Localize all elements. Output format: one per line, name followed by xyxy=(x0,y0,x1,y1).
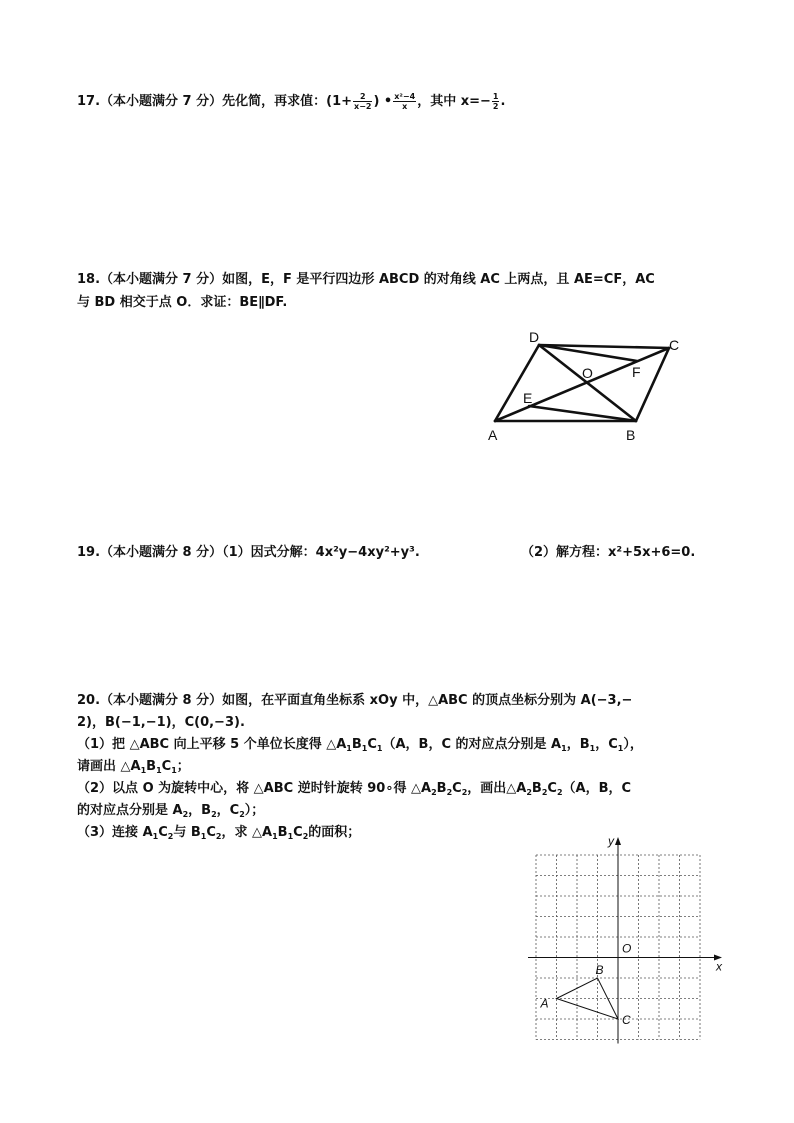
label-a: A xyxy=(488,427,498,443)
sub-1: 1 xyxy=(171,766,177,775)
sub-1: 1 xyxy=(376,744,383,753)
q20-l3-text-c: C xyxy=(367,737,377,752)
q20-l7-text-e: ，求 △A xyxy=(221,825,273,840)
q20-l3-text-d: （A，B，C 的对应点分别是 A xyxy=(382,737,562,752)
sub-1: 1 xyxy=(152,832,159,841)
q20-l7-text-b: C xyxy=(158,825,168,840)
label-e: E xyxy=(523,390,533,406)
q17-number: 17. xyxy=(77,94,101,109)
q20-l6-text-d: ）； xyxy=(244,803,265,818)
sub-2: 2 xyxy=(182,810,189,819)
q20-l3-text-b: B xyxy=(351,737,362,752)
y-axis-arrow-icon xyxy=(615,837,621,845)
q20-l6-text-c: ，C xyxy=(216,803,240,818)
q20-l5-text-d: ，画出△A xyxy=(467,781,527,796)
q19-part-1: 19.（本小题满分 8 分）（1）因式分解：4x²y−4xy²+y³. xyxy=(77,545,420,560)
q20-line-2: 2)，B(−1,−1)，C(0,−3). xyxy=(77,715,245,730)
parallelogram-figure xyxy=(480,328,690,446)
q20-l6-text-a: 的对应点分别是 A xyxy=(77,803,183,818)
q20-l6-text-b: ，B xyxy=(188,803,212,818)
q20-l4-text-a: 请画出 △A xyxy=(77,759,141,774)
q20-line-6 xyxy=(77,799,264,819)
q17-expr-mid: ) • xyxy=(373,94,393,109)
q20-l5-text-b: B xyxy=(436,781,447,796)
label-o: O xyxy=(582,365,593,381)
label-d: D xyxy=(529,329,540,345)
sub-1: 1 xyxy=(272,832,278,841)
label-c: C xyxy=(669,337,680,353)
q20-l5-text-f: C xyxy=(547,781,557,796)
sub-2: 2 xyxy=(526,788,532,797)
q20-l4-text-c: C xyxy=(161,759,172,774)
side-ad xyxy=(495,345,539,421)
sub-1: 1 xyxy=(361,744,368,753)
q20-l7-text-f: B xyxy=(277,825,288,840)
q20-l5-text-a: （2）以点 O 为旋转中心，将 △ABC 逆时针旋转 90∘得 △A xyxy=(77,781,432,796)
sub-2: 2 xyxy=(461,788,468,797)
sub-1: 1 xyxy=(561,744,567,753)
q20-line-4 xyxy=(77,755,190,775)
q17-line xyxy=(77,90,505,111)
q20-l7-text-a: （3）连接 A xyxy=(77,825,153,840)
sub-2: 2 xyxy=(302,832,309,841)
sub-2: 2 xyxy=(446,788,453,797)
q20-l3-text-f: ，C xyxy=(595,737,618,752)
sub-2: 2 xyxy=(431,788,437,797)
label-f: F xyxy=(632,364,641,380)
q20-l5-text-c: C xyxy=(452,781,462,796)
q20-l3-text-g: ）， xyxy=(623,737,643,752)
sub-2: 2 xyxy=(211,810,217,819)
q17-frac2-numerator: x²−4 xyxy=(394,92,416,101)
point-b-label: B xyxy=(595,963,604,977)
sub-1: 1 xyxy=(140,766,147,775)
q20-l3-text-a: （1）把 △ABC 向上平移 5 个单位长度得 △A xyxy=(77,737,347,752)
sub-2: 2 xyxy=(239,810,245,819)
sub-2: 2 xyxy=(215,832,222,841)
x-axis-label: x xyxy=(716,959,722,974)
diagonal-ac xyxy=(495,348,669,421)
q17-frac2-denominator: x xyxy=(402,102,408,111)
q17-frac1-numerator: 2 xyxy=(353,92,372,102)
q20-l7-text-h: 的面积； xyxy=(308,825,361,840)
q20-l5-text-e: B xyxy=(531,781,542,796)
q17-fraction-1 xyxy=(353,92,372,111)
sub-2: 2 xyxy=(167,832,174,841)
q20-line-1: 20.（本小题满分 8 分）如图，在平面直角坐标系 xOy 中，△ABC 的顶点坐标分别为 A(−3,− xyxy=(77,693,633,708)
point-a-label: A xyxy=(540,996,549,1011)
q18-line-1: 18.（本小题满分 7 分）如图，E，F 是平行四边形 ABCD 的对角线 AC 上两点，且 AE=CF，AC xyxy=(77,272,655,287)
q20-l3-text-e: ，B xyxy=(566,737,590,752)
sub-1: 1 xyxy=(346,744,352,753)
q20-l7-text-g: C xyxy=(293,825,303,840)
q20-l7-text-c: 与 B xyxy=(173,825,201,840)
origin-label: O xyxy=(622,941,632,956)
coordinate-grid xyxy=(522,833,722,1031)
y-axis-label: y xyxy=(608,834,614,848)
q18-line-2: 与 BD 相交于点 O．求证：BE∥DF. xyxy=(77,295,288,310)
q17-intro: （本小题满分 7 分）先化简，再求值： xyxy=(100,94,327,109)
q17-expr-start: (1+ xyxy=(326,94,353,109)
q17-where: ，其中 x=− xyxy=(417,94,491,109)
label-b: B xyxy=(626,427,636,443)
q17-fraction-3 xyxy=(492,92,500,111)
sub-1: 1 xyxy=(617,744,624,753)
q17-frac1-denominator: x−2 xyxy=(354,102,372,111)
q17-end: . xyxy=(500,94,506,109)
sub-2: 2 xyxy=(541,788,548,797)
q17-frac3-denominator: 2 xyxy=(492,102,499,111)
q20-l7-text-d: C xyxy=(206,825,216,840)
q19-part-2: （2）解方程：x²+5x+6=0. xyxy=(521,545,696,560)
q20-l4-text-d: ； xyxy=(176,759,190,774)
q17-frac3-numerator: 1 xyxy=(492,92,499,101)
point-c-label: C xyxy=(622,1013,631,1027)
q20-line-3 xyxy=(77,733,643,753)
q20-l4-text-b: B xyxy=(146,759,157,774)
q17-fraction-2 xyxy=(393,92,416,111)
sub-2: 2 xyxy=(556,788,563,797)
sub-1: 1 xyxy=(589,744,596,753)
q20-l5-text-g: （A，B，C xyxy=(562,781,632,796)
q20-line-7 xyxy=(77,821,360,841)
sub-1: 1 xyxy=(200,832,207,841)
q20-line-5 xyxy=(77,777,631,797)
sub-1: 1 xyxy=(156,766,162,775)
sub-1: 1 xyxy=(287,832,294,841)
